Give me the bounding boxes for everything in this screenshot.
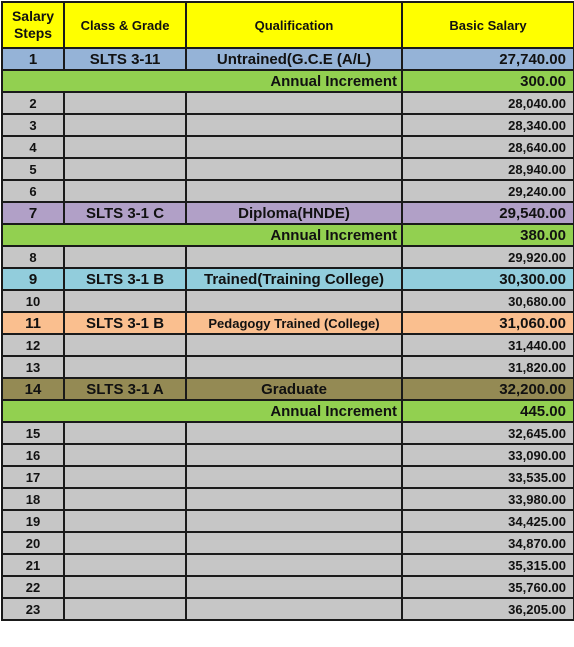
qualification-cell <box>186 334 402 356</box>
qualification-cell <box>186 598 402 620</box>
class-grade-cell <box>64 334 186 356</box>
basic-salary-cell: 30,680.00 <box>402 290 574 312</box>
class-grade-cell: SLTS 3-1 B <box>64 312 186 334</box>
qualification-cell <box>186 444 402 466</box>
salary-step-cell: 21 <box>2 554 64 576</box>
header-basic-salary: Basic Salary <box>402 2 574 48</box>
class-grade-cell <box>64 158 186 180</box>
grade-entry-row <box>2 378 574 400</box>
basic-salary-cell: 31,820.00 <box>402 356 574 378</box>
annual-increment-label: Annual Increment <box>2 224 402 246</box>
annual-increment-value: 300.00 <box>402 70 574 92</box>
basic-salary-cell: 29,540.00 <box>402 202 574 224</box>
salary-step-cell: 2 <box>2 92 64 114</box>
salary-step-row <box>2 554 574 576</box>
qualification-cell <box>186 532 402 554</box>
salary-step-cell: 11 <box>2 312 64 334</box>
increment-row <box>2 224 574 246</box>
salary-step-row <box>2 114 574 136</box>
salary-step-cell: 3 <box>2 114 64 136</box>
basic-salary-cell: 34,425.00 <box>402 510 574 532</box>
class-grade-cell <box>64 554 186 576</box>
class-grade-cell <box>64 180 186 202</box>
salary-step-row <box>2 136 574 158</box>
qualification-cell <box>186 158 402 180</box>
salary-step-cell: 15 <box>2 422 64 444</box>
grade-entry-row <box>2 48 574 70</box>
salary-step-cell: 20 <box>2 532 64 554</box>
header-salary-steps-label: Salary Steps <box>11 8 55 41</box>
class-grade-cell <box>64 488 186 510</box>
qualification-cell <box>186 180 402 202</box>
basic-salary-cell: 27,740.00 <box>402 48 574 70</box>
qualification-cell <box>186 356 402 378</box>
salary-step-cell: 13 <box>2 356 64 378</box>
qualification-cell <box>186 488 402 510</box>
salary-step-row <box>2 576 574 598</box>
basic-salary-cell: 29,920.00 <box>402 246 574 268</box>
basic-salary-cell: 32,200.00 <box>402 378 574 400</box>
salary-step-row <box>2 598 574 620</box>
header-salary-steps <box>2 2 64 48</box>
salary-step-cell: 10 <box>2 290 64 312</box>
salary-step-row <box>2 422 574 444</box>
qualification-cell: Untrained(G.C.E (A/L) <box>186 48 402 70</box>
table-body <box>2 48 574 620</box>
class-grade-cell <box>64 246 186 268</box>
salary-step-cell: 23 <box>2 598 64 620</box>
basic-salary-cell: 36,205.00 <box>402 598 574 620</box>
basic-salary-cell: 33,090.00 <box>402 444 574 466</box>
salary-scale-table <box>1 1 574 621</box>
class-grade-cell <box>64 290 186 312</box>
salary-step-cell: 17 <box>2 466 64 488</box>
qualification-cell <box>186 510 402 532</box>
salary-step-row <box>2 532 574 554</box>
qualification-cell: Trained(Training College) <box>186 268 402 290</box>
qualification-cell <box>186 114 402 136</box>
class-grade-cell <box>64 114 186 136</box>
salary-step-cell: 16 <box>2 444 64 466</box>
increment-row <box>2 70 574 92</box>
salary-step-cell: 8 <box>2 246 64 268</box>
salary-step-cell: 9 <box>2 268 64 290</box>
salary-step-cell: 6 <box>2 180 64 202</box>
grade-entry-row <box>2 202 574 224</box>
salary-step-cell: 19 <box>2 510 64 532</box>
basic-salary-cell: 28,940.00 <box>402 158 574 180</box>
salary-step-row <box>2 92 574 114</box>
annual-increment-label: Annual Increment <box>2 70 402 92</box>
class-grade-cell: SLTS 3-1 C <box>64 202 186 224</box>
basic-salary-cell: 29,240.00 <box>402 180 574 202</box>
salary-step-row <box>2 180 574 202</box>
salary-step-cell: 12 <box>2 334 64 356</box>
class-grade-cell <box>64 532 186 554</box>
annual-increment-value: 380.00 <box>402 224 574 246</box>
class-grade-cell: SLTS 3-11 <box>64 48 186 70</box>
salary-step-cell: 14 <box>2 378 64 400</box>
basic-salary-cell: 31,060.00 <box>402 312 574 334</box>
salary-step-cell: 22 <box>2 576 64 598</box>
salary-step-cell: 4 <box>2 136 64 158</box>
class-grade-cell <box>64 466 186 488</box>
grade-entry-row <box>2 268 574 290</box>
qualification-cell: Graduate <box>186 378 402 400</box>
header-class-grade: Class & Grade <box>64 2 186 48</box>
salary-step-row <box>2 510 574 532</box>
class-grade-cell <box>64 444 186 466</box>
salary-step-row <box>2 466 574 488</box>
header-row <box>2 2 574 48</box>
salary-step-row <box>2 444 574 466</box>
qualification-cell <box>186 92 402 114</box>
qualification-cell: Pedagogy Trained (College) <box>186 312 402 334</box>
annual-increment-value: 445.00 <box>402 400 574 422</box>
basic-salary-cell: 35,315.00 <box>402 554 574 576</box>
class-grade-cell <box>64 598 186 620</box>
salary-step-row <box>2 290 574 312</box>
salary-step-cell: 18 <box>2 488 64 510</box>
salary-step-cell: 5 <box>2 158 64 180</box>
basic-salary-cell: 34,870.00 <box>402 532 574 554</box>
qualification-cell <box>186 422 402 444</box>
basic-salary-cell: 31,440.00 <box>402 334 574 356</box>
salary-step-cell: 7 <box>2 202 64 224</box>
header-qualification: Qualification <box>186 2 402 48</box>
qualification-cell: Diploma(HNDE) <box>186 202 402 224</box>
basic-salary-cell: 28,640.00 <box>402 136 574 158</box>
qualification-cell <box>186 466 402 488</box>
basic-salary-cell: 33,535.00 <box>402 466 574 488</box>
basic-salary-cell: 35,760.00 <box>402 576 574 598</box>
salary-step-row <box>2 158 574 180</box>
increment-row <box>2 400 574 422</box>
class-grade-cell <box>64 510 186 532</box>
salary-step-cell: 1 <box>2 48 64 70</box>
basic-salary-cell: 28,040.00 <box>402 92 574 114</box>
class-grade-cell <box>64 356 186 378</box>
class-grade-cell <box>64 136 186 158</box>
basic-salary-cell: 28,340.00 <box>402 114 574 136</box>
grade-entry-row <box>2 312 574 334</box>
basic-salary-cell: 33,980.00 <box>402 488 574 510</box>
class-grade-cell <box>64 422 186 444</box>
salary-step-row <box>2 488 574 510</box>
salary-step-row <box>2 334 574 356</box>
salary-step-row <box>2 356 574 378</box>
salary-step-row <box>2 246 574 268</box>
basic-salary-cell: 32,645.00 <box>402 422 574 444</box>
qualification-cell <box>186 290 402 312</box>
qualification-cell <box>186 246 402 268</box>
qualification-cell <box>186 576 402 598</box>
basic-salary-cell: 30,300.00 <box>402 268 574 290</box>
qualification-cell <box>186 554 402 576</box>
qualification-cell <box>186 136 402 158</box>
annual-increment-label: Annual Increment <box>2 400 402 422</box>
class-grade-cell: SLTS 3-1 B <box>64 268 186 290</box>
class-grade-cell <box>64 92 186 114</box>
class-grade-cell: SLTS 3-1 A <box>64 378 186 400</box>
class-grade-cell <box>64 576 186 598</box>
